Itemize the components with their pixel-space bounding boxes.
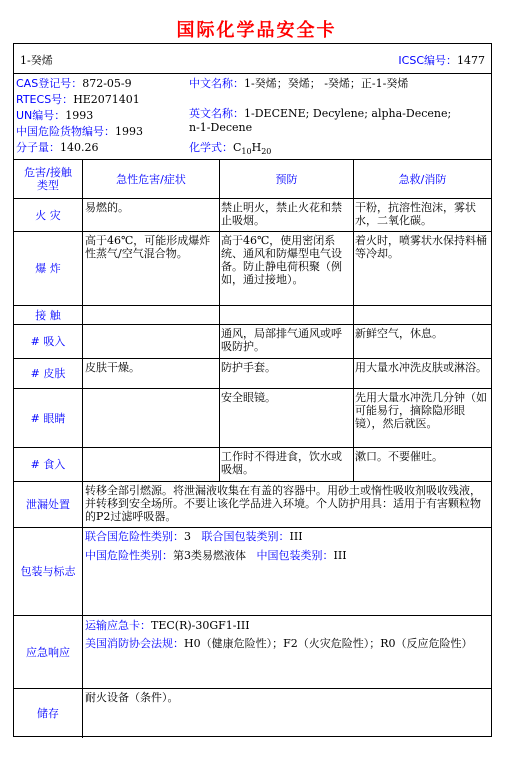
row-skin-first-aid: 用大量水冲洗皮肤或淋浴。 (355, 361, 487, 374)
un-class-value: 3 (184, 530, 191, 543)
row-explosion-prevention: 高于46℃，使用密闭系统、通风和防爆型电气设备。防止静电荷积聚（例如，通过接地）。 (221, 234, 342, 286)
col-first-aid: 急救/消防 (398, 172, 447, 186)
un-pack-value: III (289, 530, 303, 543)
formula-c-sub: 10 (241, 147, 252, 157)
storage-text: 耐火设备（条件）。 (85, 691, 179, 704)
row-fire-first-aid: 干粉，抗溶性泡沫，雾状水，二氧化碳。 (355, 201, 476, 227)
nfpa-rating (85, 637, 489, 650)
storage-label: 储存 (37, 706, 59, 720)
transport-label: 运输应急卡： (85, 619, 151, 632)
formula-c: C (233, 141, 242, 154)
cas-value: 872-05-9 (82, 77, 132, 90)
un-label: UN编号： (16, 109, 66, 122)
mw-value: 140.26 (60, 141, 99, 154)
transport-emergency-card (85, 619, 250, 632)
rtecs-value: HE2071401 (73, 93, 140, 106)
emergency-label: 应急响应 (26, 645, 70, 659)
en-name-label: 英文名称： (189, 107, 244, 120)
icsc-value: 1477 (457, 54, 485, 67)
cn-pack-value: III (333, 549, 347, 562)
cas-label: CAS登记号： (16, 77, 83, 90)
icsc-label: ICSC编号： (398, 54, 457, 67)
molecular-weight (16, 141, 99, 154)
chemical-name: 1-癸烯 (20, 54, 53, 67)
row-inhalation-label: # 吸入 (30, 335, 66, 348)
rtecs-label: RTECS号： (16, 93, 74, 106)
transport-value: TEC(R)-30GF1-III (151, 619, 250, 632)
row-skin-symptoms: 皮肤干燥。 (85, 361, 140, 374)
row-fire-symptoms: 易燃的。 (85, 201, 129, 214)
cn-pack-label: 中国包装类别： (256, 549, 334, 562)
packaging-label: 包装与标志 (20, 565, 76, 578)
row-eyes-first-aid: 先用大量水冲洗几分钟（如可能易行，摘除隐形眼镜），然后就医。 (355, 391, 487, 430)
nfpa-value: H0（健康危险性）；F2（火灾危险性）；R0（反应危险性） (184, 637, 473, 650)
row-fire-label: 火 灾 (35, 208, 61, 222)
cn-danger-value: 1993 (115, 125, 143, 138)
row-inhalation-first-aid: 新鲜空气，休息。 (355, 327, 443, 340)
col-hazard-type: 危害/接触类型 (24, 166, 72, 192)
row-eyes-prevention: 安全眼镜。 (221, 391, 276, 404)
en-name-value-line1: 1-DECENE; Decylene; alpha-Decene; (244, 107, 452, 120)
safety-card (13, 43, 492, 737)
spill-text: 转移全部引燃源。将泄漏液收集在有盖的容器中。用砂土或惰性吸收剂吸收残液，并转移到安全场所。不要让该化学品进入环境。个人防护用具：适用于有害颗粒物的P2过滤呼吸器。 (85, 484, 481, 523)
formula-h: H (251, 141, 262, 154)
un-pack-label: 联合国包装类别： (201, 530, 290, 543)
row-skin-label: # 皮肤 (30, 367, 66, 380)
cas-number (16, 77, 132, 90)
row-ingestion-prevention: 工作时不得进食，饮水或吸烟。 (221, 450, 342, 476)
chinese-name (189, 77, 408, 90)
row-inhalation-prevention: 通风，局部排气通风或呼吸防护。 (221, 327, 342, 353)
row-fire-prevention: 禁止明火，禁止火花和禁止吸烟。 (221, 201, 342, 227)
cn-danger-number (16, 125, 143, 138)
un-number (16, 109, 93, 122)
row-skin-prevention: 防护手套。 (221, 361, 276, 374)
un-value: 1993 (65, 109, 94, 122)
row-ingestion-first-aid: 漱口。不要催吐。 (355, 450, 443, 463)
chemical-formula (189, 141, 271, 158)
row-explosion-label: 爆 炸 (35, 262, 61, 275)
un-hazard-class (85, 530, 303, 543)
icsc-number (398, 54, 485, 67)
row-explosion-symptoms: 高于46℃，可能形成爆炸性蒸气/空气混合物。 (85, 234, 211, 260)
row-contact-label: 接 触 (35, 308, 61, 322)
formula-h-sub: 20 (261, 147, 272, 157)
cn-class-label: 中国危险性类别： (85, 549, 173, 562)
row-eyes-label: # 眼睛 (30, 411, 66, 425)
english-name-line2: n-1-Decene (189, 121, 253, 134)
cn-name-value: 1-癸烯；癸烯； -癸烯；正-1-癸烯 (244, 77, 409, 90)
rtecs-number (16, 93, 140, 106)
cn-name-label: 中文名称： (189, 77, 244, 90)
cn-danger-label: 中国危险货物编号： (16, 125, 115, 138)
col-prevention: 预防 (275, 172, 298, 186)
formula-label: 化学式： (189, 141, 233, 154)
row-ingestion-label: # 食入 (30, 458, 66, 471)
un-class-label: 联合国危险性类别： (85, 530, 184, 543)
nfpa-label: 美国消防协会法规： (85, 637, 184, 650)
divider (14, 73, 491, 74)
cn-hazard-class (85, 549, 347, 562)
spill-label: 泄漏处置 (26, 498, 70, 511)
card-title: 国际化学品安全卡 (176, 20, 337, 41)
row-explosion-first-aid: 着火时，喷雾状水保持料桶等冷却。 (355, 234, 487, 260)
mw-label: 分子量： (16, 141, 60, 154)
english-name (189, 107, 451, 120)
cn-class-value: 第3类易燃液体 (173, 549, 246, 562)
col-symptoms: 急性危害/症状 (116, 172, 186, 186)
